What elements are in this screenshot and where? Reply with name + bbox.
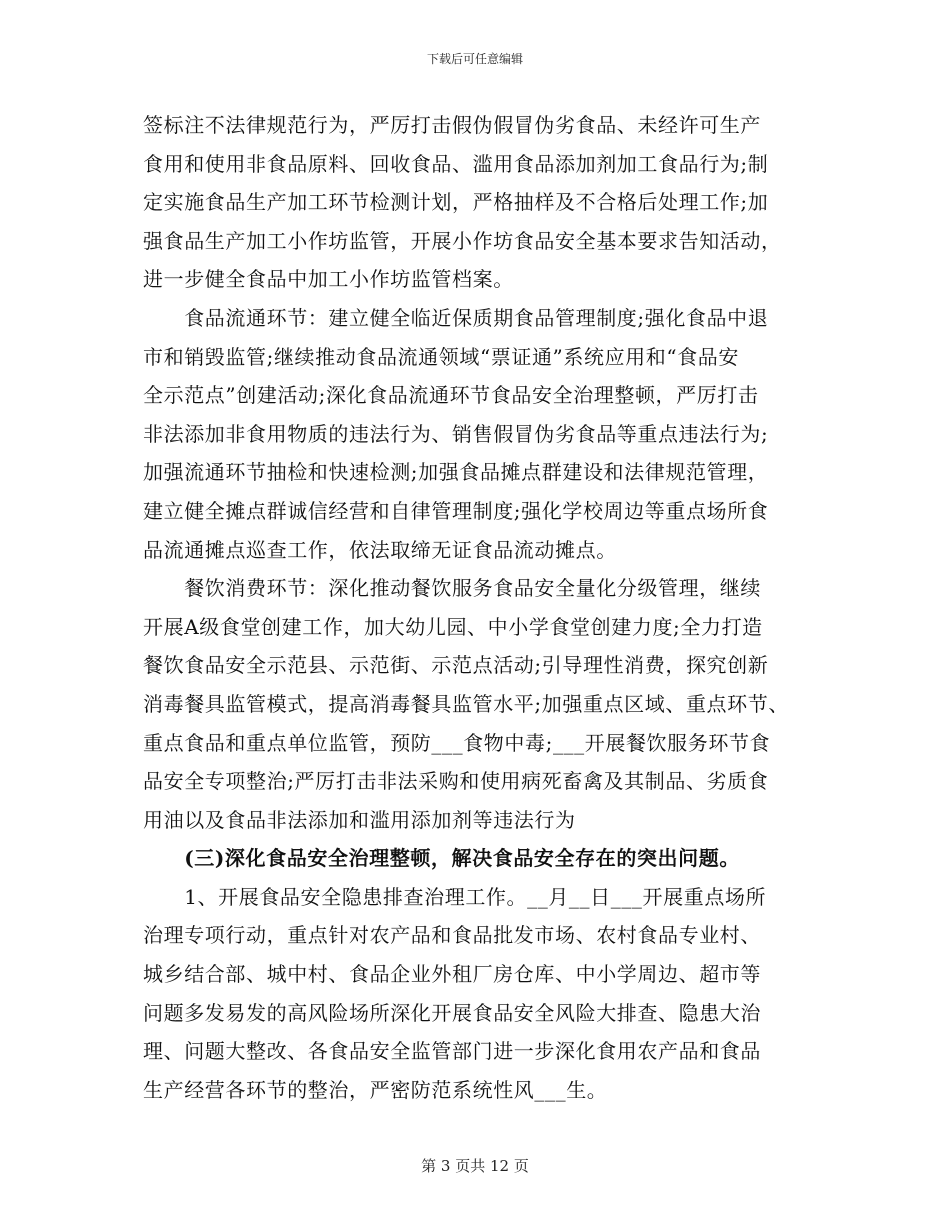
body-line: 定实施食品生产加工环节检测计划，严格抽样及不合格后处理工作;加 <box>143 190 769 215</box>
body-line: 用油以及食品非法添加和滥用添加剂等违法行为 <box>143 807 576 832</box>
body-line: 餐饮食品安全示范县、示范街、示范点活动;引导理性消费，探究创新 <box>143 653 769 678</box>
body-line: 食用和使用非食品原料、回收食品、滥用食品添加剂加工食品行为;制 <box>143 151 769 176</box>
body-line: 重点食品和重点单位监管，预防___食物中毒;___开展餐饮服务环节食 <box>143 730 771 755</box>
body-line: 问题多发易发的高风险场所深化开展食品安全风险大排查、隐患大治 <box>143 1000 761 1025</box>
body-line: 签标注不法律规范行为，严厉打击假伪假冒伪劣食品、未经许可生产 <box>143 113 761 137</box>
page-header: 下载后可任意编辑 <box>426 52 523 66</box>
body-line: 生产经营各环节的整治，严密防范系统性风___生。 <box>143 1077 608 1102</box>
body-line: 品安全专项整治;严厉打击非法采购和使用病死畜禽及其制品、劣质食 <box>143 769 769 794</box>
body-line: 品流通摊点巡查工作，依法取缔无证食品流动摊点。 <box>143 537 617 562</box>
page-number: 第 3 页共 12 页 <box>421 1157 529 1175</box>
body-line: 餐饮消费环节：深化推动餐饮服务食品安全量化分级管理，继续 <box>143 576 761 601</box>
body-line: 消毒餐具监管模式，提高消毒餐具监管水平;加强重点区域、重点环节、 <box>143 691 789 716</box>
body-line: 进一步健全食品中加工小作坊监管档案。 <box>143 267 514 292</box>
body-line: 城乡结合部、城中村、食品企业外租厂房仓库、中小学周边、超市等 <box>143 962 761 987</box>
section-heading: (三)深化食品安全治理整顿，解决食品安全存在的突出问题。 <box>143 846 740 871</box>
body-line: 食品流通环节：建立健全临近保质期食品管理制度;强化食品中退 <box>143 305 769 330</box>
body-line: 非法添加非食用物质的违法行为、销售假冒伪劣食品等重点违法行为; <box>143 421 769 446</box>
body-line: 开展A级食堂创建工作，加大幼儿园、中小学食堂创建力度;全力打造 <box>143 614 763 639</box>
body-line: 1、开展食品安全隐患排查治理工作。__月__日___开展重点场所 <box>143 884 767 909</box>
body-line: 全示范点”创建活动;深化食品流通环节食品安全治理整顿，严厉打击 <box>143 383 759 408</box>
body-line: 市和销毁监管;继续推动食品流通领域“票证通”系统应用和“食品安 <box>143 344 740 369</box>
document-body <box>143 106 823 1109</box>
body-line: 治理专项行动，重点针对农产品和食品批发市场、农村食品专业村、 <box>143 923 761 948</box>
body-line: 加强流通环节抽检和快速检测;加强食品摊点群建设和法律规范管理， <box>143 460 769 485</box>
body-line: 建立健全摊点群诚信经营和自律管理制度;强化学校周边等重点场所食 <box>143 498 769 523</box>
body-line: 理、问题大整改、各食品安全监管部门进一步深化食用农产品和食品 <box>143 1039 761 1064</box>
body-line: 强食品生产加工小作坊监管，开展小作坊食品安全基本要求告知活动， <box>143 228 782 253</box>
